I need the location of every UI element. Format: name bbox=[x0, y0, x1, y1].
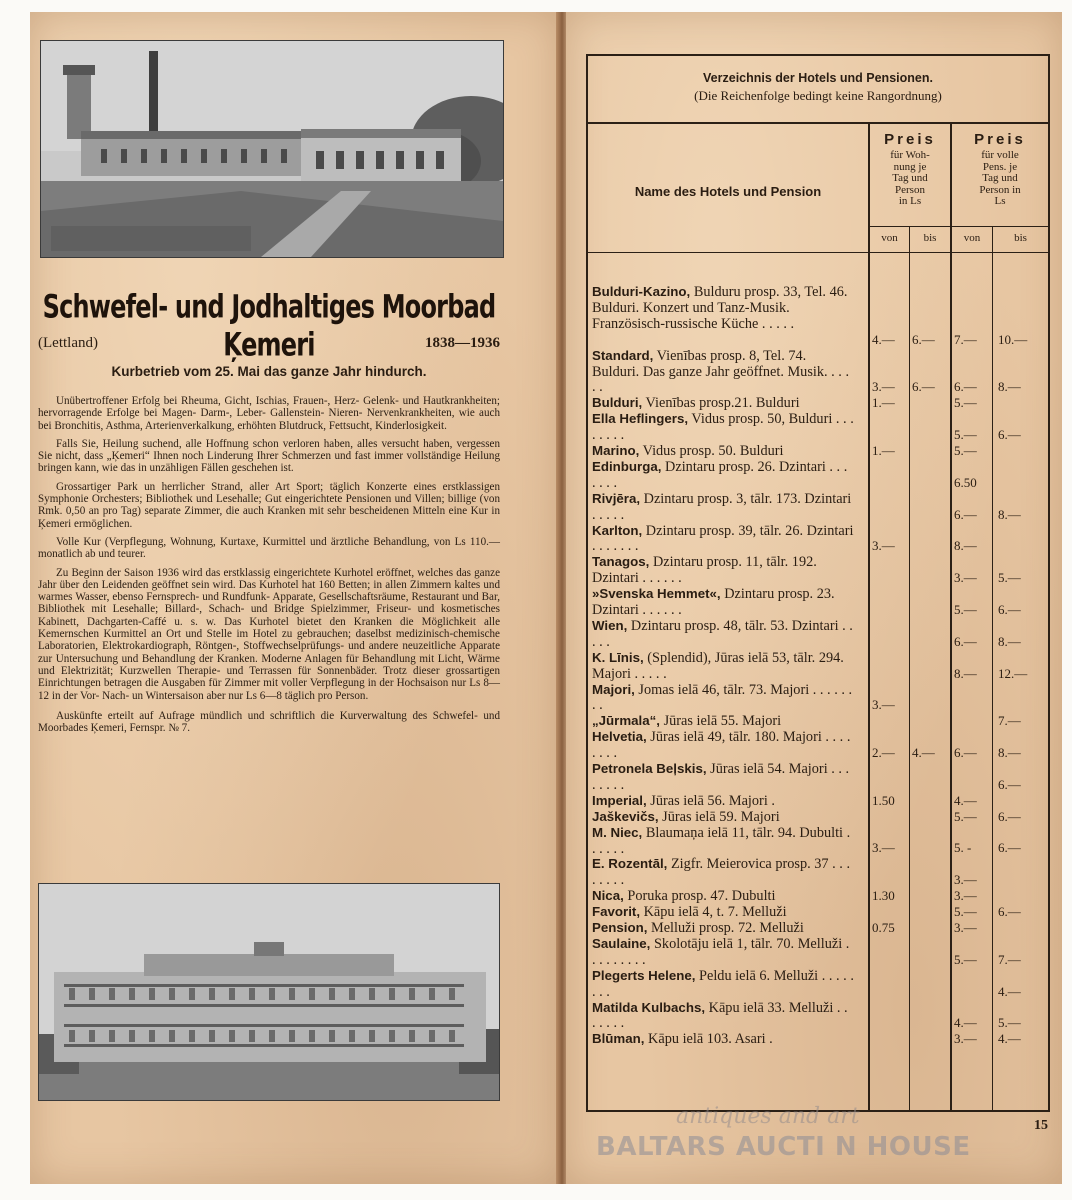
advertisement-body bbox=[38, 395, 500, 740]
price-note-line: Tag und bbox=[982, 172, 1018, 184]
price-v1: 1.30 bbox=[872, 888, 895, 904]
hotel-name: Nica, bbox=[592, 888, 624, 904]
hotel-name: Plegerts Helene, bbox=[592, 967, 696, 983]
price-b2: 8.— bbox=[998, 379, 1021, 395]
hotel-address: Kāpu ielā 103. Asari . bbox=[644, 1031, 773, 1048]
hotel-row bbox=[588, 968, 1048, 1000]
hotel-price-table bbox=[586, 54, 1050, 1112]
hotel-address: Dzintaru prosp. 26. Dzintari . . . . . . . bbox=[592, 458, 848, 491]
hotel-address: Poruka prosp. 47. Dubulti bbox=[623, 888, 776, 905]
hotel-row bbox=[588, 459, 1048, 491]
hotel-address: Jūras ielā 59. Majori bbox=[658, 808, 780, 825]
price-note-line: in Ls bbox=[898, 195, 922, 207]
hotel-name: Matilda Kulbachs, bbox=[592, 999, 706, 1015]
hotel-entry bbox=[592, 459, 854, 492]
price-b1: 6.— bbox=[912, 379, 935, 395]
hotel-entry bbox=[592, 761, 854, 794]
price-v2: 5.— bbox=[954, 951, 977, 967]
bis-label: bis bbox=[1014, 232, 1027, 244]
hotel-name: Karlton, bbox=[592, 522, 643, 538]
price-v2: 4.— bbox=[954, 792, 977, 808]
price-v2: 5.— bbox=[954, 395, 977, 411]
hotel-entry bbox=[592, 395, 854, 412]
hotel-row bbox=[588, 1031, 1048, 1047]
hotel-address: Skolotāju ielā 1, tālr. 70. Melluži . . . . . . . . . bbox=[592, 935, 850, 968]
hotel-name: Imperial, bbox=[592, 792, 647, 808]
hotel-entry bbox=[592, 920, 854, 937]
hotel-entry bbox=[592, 936, 854, 969]
spa-buildings-photo bbox=[40, 40, 504, 258]
price-b2: 4.— bbox=[998, 1031, 1021, 1047]
hotel-row bbox=[588, 586, 1048, 618]
hotel-name: Pension, bbox=[592, 920, 648, 935]
hotel-name: Bulduri-Kazino, bbox=[592, 284, 691, 299]
hotel-row bbox=[588, 395, 1048, 411]
hotel-entry bbox=[592, 793, 854, 810]
column-header-name: Name des Hotels und Pension bbox=[634, 183, 822, 199]
hotel-entry bbox=[592, 348, 854, 397]
price-v2: 3.— bbox=[954, 920, 977, 935]
price-v1: 3.— bbox=[872, 379, 895, 395]
table-title: Verzeichnis der Hotels und Pensionen. bbox=[703, 71, 933, 85]
hotel-entry bbox=[592, 713, 854, 730]
spa-buildings-illustration bbox=[41, 41, 503, 257]
hotel-row bbox=[588, 904, 1048, 920]
price-v1: 3.— bbox=[872, 840, 895, 856]
hotel-name: K. Līnis, bbox=[592, 649, 644, 665]
hotel-entry bbox=[592, 523, 854, 556]
hotel-name: M. Niec, bbox=[592, 824, 643, 840]
paragraph: Zu Beginn der Saison 1936 wird das erstklassig eingerichtete Kurhotel eröffnet, welches das ganze Jahr über den Leidenden geöffnet sein wird. Das Kurhotel hat 160 Betten; in allen Zimmern kaltes und warmes Wasser, ebenso Fernsprech- und Rundfunk- Apparate, Gesellschaftsräume, Restaurant und Bar, Bibliothek mit Lesehalle; Billard-, Schach- und Bridge Spielzimmer, Friseur- und kosmetisches Kabinett, Dachgarten-Caffé u. s. w. Das Kurhotel bietet den Kranken die Möglichkeit alle Kemernschen Kurmittel an Ort und Stelle im Hotel zu gebrauchen; daselbst medizinisch-chemische Laboratorien, Elektrokardiograph, Röntgen-, Stoffwechselprüfungs- und andere neuzeitliche Apparate zur Untersuchung und Behandlung der Kranken. Moderne Anlagen für Behandlung mit Licht, Wärme und Elektrizität; Kurzwellen Therapie- und Terrassen für Sonnenbäder. Trotz dieser grossartigen Einrichtungen betragen die Ausgaben für Zimmer mit voller Verpflegung in der Hochsaison nur Ls 8—12 in der Vor- Nach- un Wintersaison aber nur Ls 6—8 täglich pro Person. bbox=[38, 566, 500, 702]
paragraph: Falls Sie, Heilung suchend, alle Hoffnung schon verloren haben, alles versucht haben, vergessen Sie nicht, dass „Ķemeri“ Ihnen noch Linderung Ihrer Schmerzen und fast immer vollständige Heilung bringen kann, wie das in unzähligen Fällen geschehen ist. bbox=[38, 437, 500, 475]
headline: Schwefel- und Jodhaltiges Moorbad Ķemeri bbox=[42, 288, 496, 364]
hotel-name: Marino, bbox=[592, 443, 640, 458]
hotel-row bbox=[588, 443, 1048, 459]
price-v1: 3.— bbox=[872, 697, 895, 713]
price-v2: 5.— bbox=[954, 808, 977, 824]
price-v2: 5. - bbox=[954, 840, 972, 856]
hotel-row bbox=[588, 491, 1048, 523]
hotel-name: Rivjēra, bbox=[592, 490, 641, 506]
hotel-row bbox=[588, 411, 1048, 443]
price-b2: 7.— bbox=[998, 713, 1021, 729]
hotel-name: Jaškevičs, bbox=[592, 808, 659, 824]
hotel-name: Edinburga, bbox=[592, 458, 662, 474]
price-v2: 5.— bbox=[954, 904, 977, 920]
paragraph: Grossartiger Park un herrlicher Strand, aller Art Sport; täglich Konzerte eines erstklassigen Symphonie Orchesters; Bibliothek und Lesehalle; Gut eingerichtete Pensionen und Villen; billige (von Rmk. 0,50 an pro Tag) separate Zimmer, die auch Kranken mit sehr bescheidenen Mitteln eine Kur in Ķemeri ermöglichen. bbox=[38, 480, 500, 530]
price-b2: 6.— bbox=[998, 776, 1021, 792]
price-b2: 5.— bbox=[998, 1015, 1021, 1031]
price-v2: 8.— bbox=[954, 538, 977, 554]
hotel-name: »Svenska Hemmet«, bbox=[592, 586, 721, 602]
price-v2: 3.— bbox=[954, 888, 977, 904]
hotel-entry bbox=[592, 1000, 854, 1033]
price-v2: 6.— bbox=[954, 633, 977, 649]
price-v1: 1.50 bbox=[872, 792, 895, 808]
price-v1: 1.— bbox=[872, 395, 895, 411]
hotel-entry bbox=[592, 825, 854, 858]
watermark-script: antiques and art bbox=[676, 1104, 860, 1129]
hotel-row bbox=[588, 1000, 1048, 1032]
price-note-line: nung je bbox=[893, 160, 927, 173]
price-b2: 6.— bbox=[998, 427, 1021, 443]
hotel-entry bbox=[592, 904, 854, 921]
price-b2: 8.— bbox=[998, 506, 1021, 522]
hotel-address: Jūras ielā 56. Majori . bbox=[646, 792, 775, 809]
hotel-entry bbox=[592, 682, 854, 715]
price-v2: 6.— bbox=[954, 745, 977, 761]
hotel-row bbox=[588, 920, 1048, 936]
hotel-address: Vienības prosp.21. Bulduri bbox=[642, 395, 800, 412]
hotel-row bbox=[588, 888, 1048, 904]
price-b2: 6.— bbox=[998, 601, 1021, 617]
hotel-row bbox=[588, 682, 1048, 714]
hotel-address: (Splendid), Jūras ielā 53, tālr. 294. Majori . . . . . bbox=[592, 649, 844, 682]
hotel-entry bbox=[592, 809, 854, 826]
price-v2: 4.— bbox=[954, 1015, 977, 1031]
hotel-name: Saulaine, bbox=[592, 935, 651, 951]
hotel-entry bbox=[592, 1031, 854, 1048]
von-label: von bbox=[963, 232, 981, 244]
season-notice: Kurbetrieb vom 25. Mai das ganze Jahr hindurch. bbox=[111, 364, 427, 379]
hotel-address: Jūras ielā 55. Majori bbox=[660, 713, 782, 730]
hotel-row bbox=[588, 713, 1048, 729]
hotel-entry bbox=[592, 284, 854, 333]
hotel-row bbox=[588, 825, 1048, 857]
years-label: 1838—1936 bbox=[425, 335, 500, 351]
hotel-name: Standard, bbox=[592, 347, 654, 363]
paragraph: Volle Kur (Verpflegung, Wohnung, Kurtaxe, Kurmittel und ärztliche Behandlung, von Ls 110.— monatlich ab und teurer. bbox=[38, 535, 500, 561]
hotel-address: Bulduru prosp. 33, Tel. 46. Bulduri. Konzert und Tanz-Musik. Französisch-russische Küche . . . . . bbox=[592, 284, 848, 332]
price-heading: Preis bbox=[974, 131, 1026, 148]
von-label: von bbox=[881, 232, 898, 244]
paragraph: Auskünfte erteilt auf Aufrage mündlich und schriftlich die Kurverwaltung des Schwefel- und Moorbades Ķemeri, Fernspr. № 7. bbox=[38, 709, 500, 735]
price-note-line: Person bbox=[895, 183, 925, 196]
price-b2: 7.— bbox=[998, 951, 1021, 967]
hotel-name: Tanagos, bbox=[592, 554, 650, 570]
hotel-entry bbox=[592, 856, 854, 889]
price-b1: 4.— bbox=[912, 745, 935, 761]
hotel-address: Dzintaru prosp. 48, tālr. 53. Dzintari . . . . . bbox=[592, 617, 853, 650]
hotel-row bbox=[588, 523, 1048, 555]
price-v1: 0.75 bbox=[872, 920, 895, 935]
price-v1: 1.— bbox=[872, 443, 895, 458]
price-b2: 5.— bbox=[998, 570, 1021, 586]
hotel-row bbox=[588, 284, 1048, 348]
hotel-address: Vidus prosp. 50. Bulduri bbox=[639, 443, 784, 459]
price-b2: 8.— bbox=[998, 633, 1021, 649]
hotel-entry bbox=[592, 491, 854, 524]
price-v1: 2.— bbox=[872, 745, 895, 761]
watermark-auction-house: BALTARS AUCTI N HOUSE bbox=[596, 1132, 971, 1162]
header-rule bbox=[868, 226, 1048, 227]
hotel-name: Wien, bbox=[592, 617, 628, 633]
price-v2: 5.— bbox=[954, 443, 977, 458]
price-b2: 8.— bbox=[998, 745, 1021, 761]
paragraph: Unübertroffener Erfolg bei Rheuma, Gicht, Ischias, Frauen-, Herz- Gelenk- und Hautkrankheiten; hervorragende Erfolge bei Magen- Darm-, Leber- Gallenstein- Nieren- Nervenkrankheiten, wie auch bei Bronchitis, Asthma, Arterienverkalkung, erhöhten Blutdruck, Fettsucht, Kinderlosigkeit. bbox=[38, 395, 500, 432]
hotel-row bbox=[588, 856, 1048, 888]
hotel-name: Helvetia, bbox=[592, 729, 647, 745]
hotel-entry bbox=[592, 586, 854, 619]
page-number: 15 bbox=[1034, 1118, 1048, 1133]
table-subtitle: (Die Reichenfolge bedingt keine Rangordnung) bbox=[694, 88, 942, 103]
hotel-entry bbox=[592, 968, 854, 1001]
table-title-block bbox=[588, 56, 1048, 124]
hotel-name: „Jūrmala“, bbox=[592, 713, 660, 729]
price-v1: 3.— bbox=[872, 538, 895, 554]
price-v2: 8.— bbox=[954, 665, 977, 681]
price-note-line: Tag und bbox=[892, 172, 928, 184]
hotel-address: Kāpu ielā 33. Melluži . . . . . . . bbox=[592, 999, 848, 1032]
price-b2: 6.— bbox=[998, 904, 1021, 920]
hotel-row bbox=[588, 809, 1048, 825]
price-v2: 6.— bbox=[954, 379, 977, 395]
price-b1: 6.— bbox=[912, 331, 935, 347]
hotel-address: Melluži prosp. 72. Melluži bbox=[647, 920, 804, 936]
price-v2: 3.— bbox=[954, 570, 977, 586]
column-header-price-full bbox=[952, 130, 1048, 208]
hotel-name: Petronela Beļskis, bbox=[592, 761, 707, 776]
price-b2: 6.— bbox=[998, 808, 1021, 824]
hotel-address: Jūras ielā 54. Majori . . . . . . . . bbox=[592, 761, 850, 793]
hotel-address: Jomas ielā 46, tālr. 73. Majori . . . . . . . . bbox=[592, 681, 853, 714]
hotel-row bbox=[588, 348, 1048, 396]
price-v1: 4.— bbox=[872, 331, 895, 347]
hotel-address: Dzintaru prosp. 3, tālr. 173. Dzintari . . . . . bbox=[592, 490, 852, 523]
price-v2: 6.— bbox=[954, 506, 977, 522]
hotel-entry bbox=[592, 618, 854, 651]
hotel-address: Peldu ielā 6. Melluži . . . . . . . . bbox=[592, 967, 854, 1000]
hotel-name: Majori, bbox=[592, 681, 635, 697]
price-b2: 4.— bbox=[998, 983, 1021, 999]
price-v2: 7.— bbox=[954, 331, 977, 347]
hotel-entry bbox=[592, 411, 854, 444]
price-v2: 6.50 bbox=[954, 474, 977, 490]
hotel-row bbox=[588, 729, 1048, 761]
hotel-entry bbox=[592, 888, 854, 905]
kurhotel-illustration bbox=[39, 884, 499, 1100]
price-heading: Preis bbox=[884, 131, 936, 148]
hotel-entry bbox=[592, 443, 854, 460]
country-label: (Lettland) bbox=[38, 335, 98, 351]
hotel-address: Dzintaru prosp. 39, tālr. 26. Dzintari . . . . . . . bbox=[592, 522, 854, 555]
column-header-price-room bbox=[870, 130, 950, 208]
price-note-line: für volle bbox=[981, 149, 1019, 161]
price-v2: 3.— bbox=[954, 1031, 977, 1047]
hotel-row bbox=[588, 650, 1048, 682]
price-note-line: Person in bbox=[979, 183, 1021, 196]
hotel-address: Jūras ielā 49, tālr. 180. Majori . . . . . . . . bbox=[592, 729, 851, 762]
hotel-name: Favorit, bbox=[592, 904, 641, 920]
hotel-name: Bulduri, bbox=[592, 395, 643, 411]
hotel-entry bbox=[592, 650, 854, 683]
kurhotel-photo bbox=[38, 883, 500, 1101]
hotel-name: Ella Heflingers, bbox=[592, 411, 689, 427]
hotel-row bbox=[588, 936, 1048, 968]
price-v2: 5.— bbox=[954, 427, 977, 443]
hotel-entry bbox=[592, 729, 854, 762]
hotel-name: Blūman, bbox=[592, 1031, 645, 1047]
hotel-address: Vidus prosp. 50, Bulduri . . . . . . . . bbox=[592, 411, 854, 444]
price-b2: 12.— bbox=[998, 665, 1028, 681]
hotel-address: Kāpu ielā 4, t. 7. Melluži bbox=[640, 904, 787, 921]
hotel-address: Dzintaru prosp. 11, tālr. 192. Dzintari . . . . . . bbox=[592, 554, 817, 587]
hotel-address: Zigfr. Meierovica prosp. 37 . . . . . . . . bbox=[592, 856, 851, 889]
hotel-row bbox=[588, 793, 1048, 809]
hotel-name: E. Rozentāl, bbox=[592, 856, 668, 872]
price-v2: 3.— bbox=[954, 872, 977, 888]
hotel-row bbox=[588, 554, 1048, 586]
price-note-line: für Woh- bbox=[890, 149, 930, 161]
price-v2: 5.— bbox=[954, 601, 977, 617]
price-b2: 6.— bbox=[998, 840, 1021, 856]
bis-label: bis bbox=[923, 232, 937, 244]
hotel-address: Blaumaņa ielā 11, tālr. 94. Dubulti . . . . . . bbox=[592, 824, 851, 857]
price-note-line: Ls bbox=[994, 195, 1006, 207]
hotel-address: Vienības prosp. 8, Tel. 74. Bulduri. Das ganze Jahr geöffnet. Musik. . . . . . bbox=[592, 347, 850, 396]
hotel-entry bbox=[592, 554, 854, 587]
hotel-address: Dzintaru prosp. 23. Dzintari . . . . . . bbox=[592, 586, 835, 618]
price-b2: 10.— bbox=[998, 331, 1028, 347]
hotel-row bbox=[588, 761, 1048, 793]
hotel-row bbox=[588, 618, 1048, 650]
price-note-line: Pens. je bbox=[982, 160, 1018, 173]
